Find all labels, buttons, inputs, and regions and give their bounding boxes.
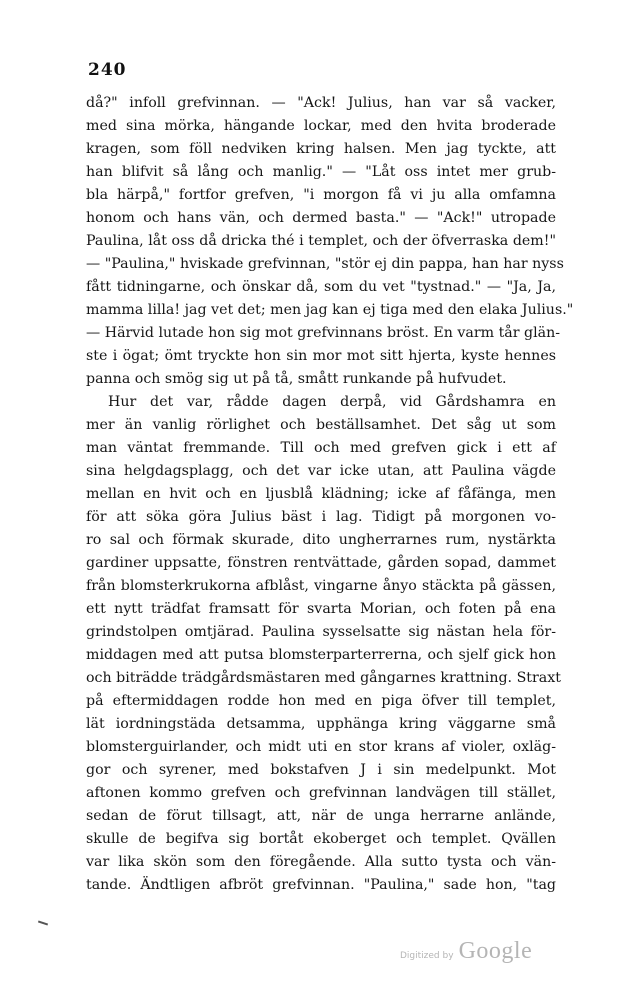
text-line: grindstolpen omtjärad. Paulina sysselsatte sig nästan hela för- bbox=[86, 624, 556, 640]
text-line: sedan de förut tillsagt, att, när de unga herrarne anlände, bbox=[86, 808, 556, 824]
text-line: Paulina, låt oss då dricka thé i templet, och der öfverraska dem!" bbox=[86, 233, 556, 249]
text-line: — Härvid lutade hon sig mot grefvinnans bröst. En varm tår glän- bbox=[86, 325, 561, 341]
text-line: mer än vanlig rörlighet och beställsamhet. Det såg ut som bbox=[86, 417, 556, 433]
text-line: för att söka göra Julius bäst i lag. Tidigt på morgonen vo- bbox=[86, 509, 556, 525]
text-line: bla härpå," fortfor grefven, "i morgon få vi ju alla omfamna bbox=[86, 187, 556, 203]
text-line: från blomsterkrukorna afblåst, vingarne ånyo stäckta på gässen, bbox=[86, 578, 556, 594]
text-line: aftonen kommo grefven och grefvinnan landvägen till stället, bbox=[86, 785, 556, 801]
text-line: panna och smög sig ut på tå, smått runkande på hufvudet. bbox=[86, 371, 507, 387]
text-line: han blifvit så lång och manlig." — "Låt oss intet mer grub- bbox=[86, 164, 556, 180]
text-line: man väntat fremmande. Till och med grefven gick i ett af bbox=[86, 440, 556, 456]
text-line: och biträdde trädgårdsmästaren med gångarnes krattning. Straxt bbox=[86, 670, 561, 686]
text-line: skulle de begifva sig bortåt ekoberget och templet. Qvällen bbox=[86, 831, 556, 847]
text-line: gardiner uppsatte, fönstren rentvättade, gården sopad, dammet bbox=[86, 555, 556, 571]
text-line: Hur det var, rådde dagen derpå, vid Gårdshamra en bbox=[108, 394, 556, 410]
page-text bbox=[86, 92, 574, 897]
text-line: ste i ögat; ömt tryckte hon sin mor mot sitt hjerta, kyste hennes bbox=[86, 348, 556, 364]
text-line: mellan en hvit och en ljusblå klädning; icke af fåfänga, men bbox=[86, 486, 556, 502]
text-line: ro sal och förmak skurade, dito ungherrarnes rum, nystärkta bbox=[86, 532, 556, 548]
text-line: — "Paulina," hviskade grefvinnan, "stör ej din pappa, han har nyss bbox=[86, 256, 564, 272]
text-line: fått tidningarne, och önskar då, som du vet "tystnad." — "Ja, Ja, bbox=[86, 279, 556, 295]
text-line: blomsterguirlander, och midt uti en stor krans af violer, oxläg- bbox=[86, 739, 556, 755]
text-line: tande. Ändtligen afbröt grefvinnan. "Paulina," sade hon, "tag bbox=[86, 877, 556, 893]
text-line: mamma lilla! jag vet det; men jag kan ej tiga med den elaka Julius." bbox=[86, 302, 574, 318]
text-line: kragen, som föll nedviken kring halsen. Men jag tyckte, att bbox=[86, 141, 556, 157]
text-line: på eftermiddagen rodde hon med en piga öfver till templet, bbox=[86, 693, 556, 709]
page-number: 240 bbox=[88, 60, 127, 80]
text-line: sina helgdagsplagg, och det var icke utan, att Paulina vägde bbox=[86, 463, 556, 479]
text-line: var lika skön som den föregående. Alla sutto tysta och vän- bbox=[86, 854, 556, 870]
text-line: ett nytt trädfat framsatt för svarta Morian, och foten på ena bbox=[86, 601, 556, 617]
text-line: honom och hans vän, och dermed basta." — "Ack!" utropade bbox=[86, 210, 556, 226]
text-line: lät iordningstäda detsamma, upphänga kring väggarne små bbox=[86, 716, 556, 732]
watermark-logo: Google bbox=[458, 938, 533, 964]
text-line: gor och syrener, med bokstafven J i sin medelpunkt. Mot bbox=[86, 762, 556, 778]
margin-mark bbox=[38, 921, 48, 926]
digitization-watermark bbox=[400, 938, 532, 965]
text-line: med sina mörka, hängande lockar, med den hvita broderade bbox=[86, 118, 556, 134]
text-line: middagen med att putsa blomsterparterrerna, och sjelf gick hon bbox=[86, 647, 556, 663]
watermark-prefix: Digitized by bbox=[400, 951, 454, 961]
text-line: då?" infoll grefvinnan. — "Ack! Julius, han var så vacker, bbox=[86, 95, 556, 111]
